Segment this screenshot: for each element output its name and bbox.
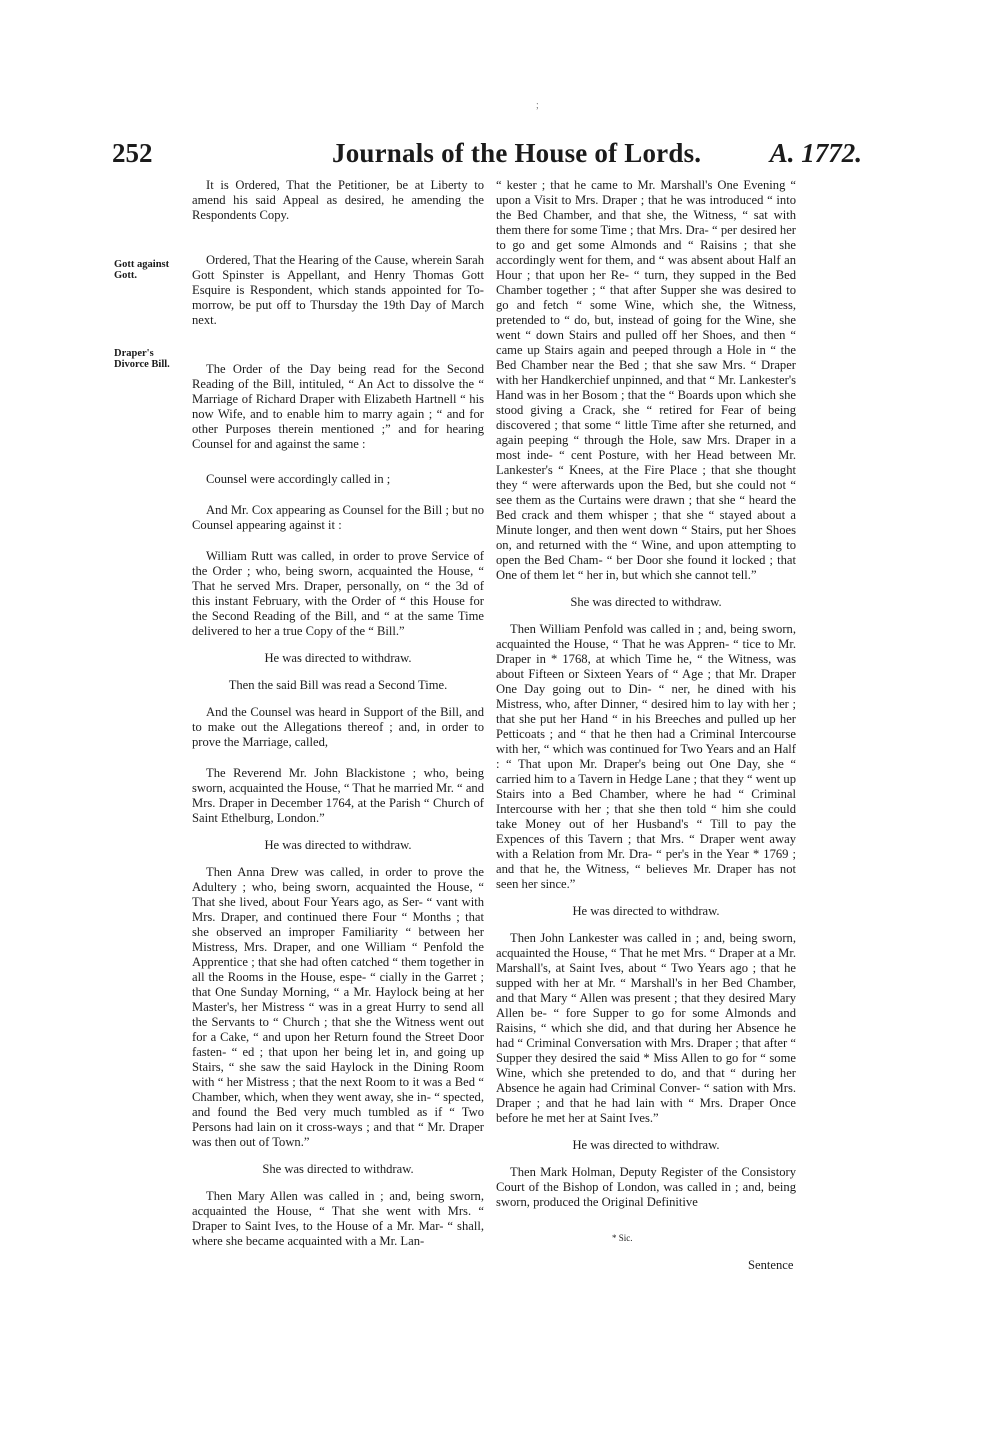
- page-number: 252: [112, 138, 153, 168]
- withdraw-note: He was directed to withdraw.: [572, 904, 720, 918]
- withdraw-note: He was directed to withdraw.: [572, 1138, 720, 1152]
- paragraph: The Order of the Day being read for the Second Reading of the Bill, intituled, “ An Act to dissolve the “ Marriage of Richard Draper with Elizabeth Hartnell “ his now Wife, and to enable him to marry again ; “ and for other Purposes therein mentioned ;” and for hearing Counsel for and against the same :: [192, 362, 484, 451]
- left-column: [192, 178, 484, 1249]
- catchword: Sentence: [748, 1258, 794, 1272]
- right-column: [496, 178, 796, 1210]
- paragraph: Then William Penfold was called in ; and, being sworn, acquainted the House, “ That he was Appren- “ tice to Mr. Draper in * 1768, at which Time he, “ the Witness, was about Fifteen or Sixteen Years of “ Age ; that Mr. Draper One Day going out to Din- “ ner, he dined with his Mistress, who, after Dinner, “ desired him to lay with her ; that she put her Hand “ in his Breeches and pulled up her Petticoats ; and “ that he then had a Criminal Intercourse with her, “ which was continued for Two Years and an Half : “ That upon Mr. Draper's being out One Day, she “ carried him to a Tavern in Hedge Lane ; that they “ went up Stairs into a Bed Chamber, where he had “ Criminal Intercourse with her ; that she then told “ him she could take Money out of her Husband's “ Till to pay the Expences of this Tavern ; that Mrs. “ Draper went away with a Relation from Mr. Dra- “ per's in the Year * 1769 ; and that he, the Witness, “ believes Mr. Draper has not seen her since.”: [496, 622, 796, 891]
- paragraph: And the Counsel was heard in Support of the Bill, and to make out the Allegations thereof ; and, in order to prove the Marriage, called,: [192, 705, 484, 749]
- paragraph: Then Mary Allen was called in ; and, being sworn, acquainted the House, “ That she went with Mrs. “ Draper to Saint Ives, to the House of a Mr. Mar- “ shall, where she became acquainted with a Mr. Lan-: [192, 1189, 484, 1248]
- journal-title: Journals of the House of Lords.: [332, 138, 702, 168]
- paragraph: Then Mark Holman, Deputy Register of the Consistory Court of the Bishop of London, was called in ; and, being sworn, produced the Original Definitive: [496, 1165, 796, 1209]
- withdraw-note: She was directed to withdraw.: [262, 1162, 414, 1176]
- paragraph: And Mr. Cox appearing as Counsel for the Bill ; but no Counsel appearing against it :: [192, 503, 484, 532]
- journal-year: A. 1772.: [769, 138, 862, 168]
- withdraw-note: She was directed to withdraw.: [570, 595, 722, 609]
- paragraph: William Rutt was called, in order to prove Service of the Order ; who, being sworn, acquainted the House, “ That he served Mrs. Draper, personally, on “ the 3d of this instant February, with the Order of “ this House for the Second Reading of the Bill, and “ at the same Time delivered to her a true Copy of the “ Bill.”: [192, 549, 484, 638]
- withdraw-note: He was directed to withdraw.: [264, 651, 412, 665]
- paragraph: “ kester ; that he came to Mr. Marshall's One Evening “ upon a Visit to Mrs. Draper ; that he was introduced “ into the Bed Chamber, and that she, the Witness, “ sat with them there for some Time ; that Mrs. Dra- “ per desired her to go and get some Almonds and “ Raisins ; that she accordingly went for them, and “ was absent about Half an Hour ; that upon her Re- “ turn, they supped in the Bed Chamber together ; “ that after Supper she was desired to go and fetch “ some Wine, which she, the Witness, pretended to “ do, but, instead of going for the Wine, she went “ down Stairs and pulled off her Shoes, and then “ came up Stairs again and peeped through a Hole in “ the Bed Chamber near the Bed ; that she saw Mrs. “ Draper with her Handkerchief unpinned, and that “ Mr. Lankester's Hand was in her Bosom ; that the “ Boards upon which she stood giving a Crack, she “ retired for Fear of being discovered ; that some “ little Time after she returned, and again peeping “ through the Hole, saw Mrs. Draper in a most inde- “ cent Posture, with her Head between Mr. Lankester's “ Knees, at the Fire Place ; that she thought they “ were afterwards upon the Bed, but she could not “ see them as the Curtains were drawn ; that she “ heard the Bed crack and them whisper ; that she “ stayed about a Minute longer, and then went down “ Stairs, put her Shoes on, and returned with the “ Wine, and upon attempting to open the Bed Cham- “ ber Door she found it locked ; that One of them let “ her in, but which she cannot tell.”: [496, 178, 796, 582]
- paragraph: Then the said Bill was read a Second Time.: [228, 678, 448, 692]
- running-head: [112, 138, 872, 178]
- paragraph: Counsel were accordingly called in ;: [206, 472, 391, 486]
- paragraph: The Reverend Mr. John Blackistone ; who, being sworn, acquainted the House, “ That he married Mr. “ and Mrs. Draper in December 1764, at the Parish “ Church of Saint Ethelburg, London.”: [192, 766, 484, 825]
- paragraph: Ordered, That the Hearing of the Cause, wherein Sarah Gott Spinster is Appellant, and Henry Thomas Gott Esquire is Respondent, which stands appointed for To-morrow, be put off to Thursday the 19th Day of March next.: [192, 253, 484, 327]
- paragraph: Then John Lankester was called in ; and, being sworn, acquainted the House, “ That he met Mrs. “ Draper at a Mr. Marshall's, at Saint Ives, about “ Two Years ago ; that he supped with her at Mr. “ Marshall's in her Bed Chamber, and that Mary “ Allen was present ; that they desired Mary Allen be- “ fore Supper to go for some Almonds and Raisins, “ which she did, and that during her Absence he had “ Criminal Conversation with Mrs. Draper ; that after “ Supper they desired the said * Miss Allen to go for “ some Wine, which she pretended to do, and that “ during her Absence he again had Criminal Conver- “ sation with Mrs. Draper ; and that he had lain with “ Mrs. Draper Once before he met her at Saint Ives.”: [496, 931, 796, 1125]
- withdraw-note: He was directed to withdraw.: [264, 838, 412, 852]
- footnote: * Sic.: [612, 1233, 633, 1243]
- fold-mark: ;: [536, 100, 539, 111]
- paragraph: Then Anna Drew was called, in order to prove the Adultery ; who, being sworn, acquainted the House, “ That she lived, about Four Years ago, as Ser- “ vant with Mrs. Draper, and continued there Four “ Months ; that she observed an improper Familiarity “ between her Mistress, Mrs. Draper, and one William “ Penfold the Apprentice ; that she had often catched “ them together in all the Rooms in the House, espe- “ cially in the Garret ; that One Sunday Morning, “ a Mr. Haylock being at her Master's, her Mistress “ was in a great Hurry to send all the Servants to “ Church ; that she the Witness went out for a Cake, “ and upon her Return found the Street Door fasten- “ ed ; that upon her being let in, and going up Stairs, “ she saw the said Haylock in the Dining Room with “ her Mistress ; that the next Room to it was a Bed “ Chamber, which, when they went away, she in- “ spected, and found the Bed very much tumbled as if “ Two Persons had lain on it cross-ways ; and that “ Mr. Draper was then out of Town.”: [192, 865, 484, 1149]
- margin-note-gott: Gott against Gott.: [114, 259, 170, 281]
- paragraph: It is Ordered, That the Petitioner, be at Liberty to amend his said Appeal as desired, he amending the Respondents Copy.: [192, 178, 484, 222]
- margin-note-draper: Draper's Divorce Bill.: [114, 348, 170, 370]
